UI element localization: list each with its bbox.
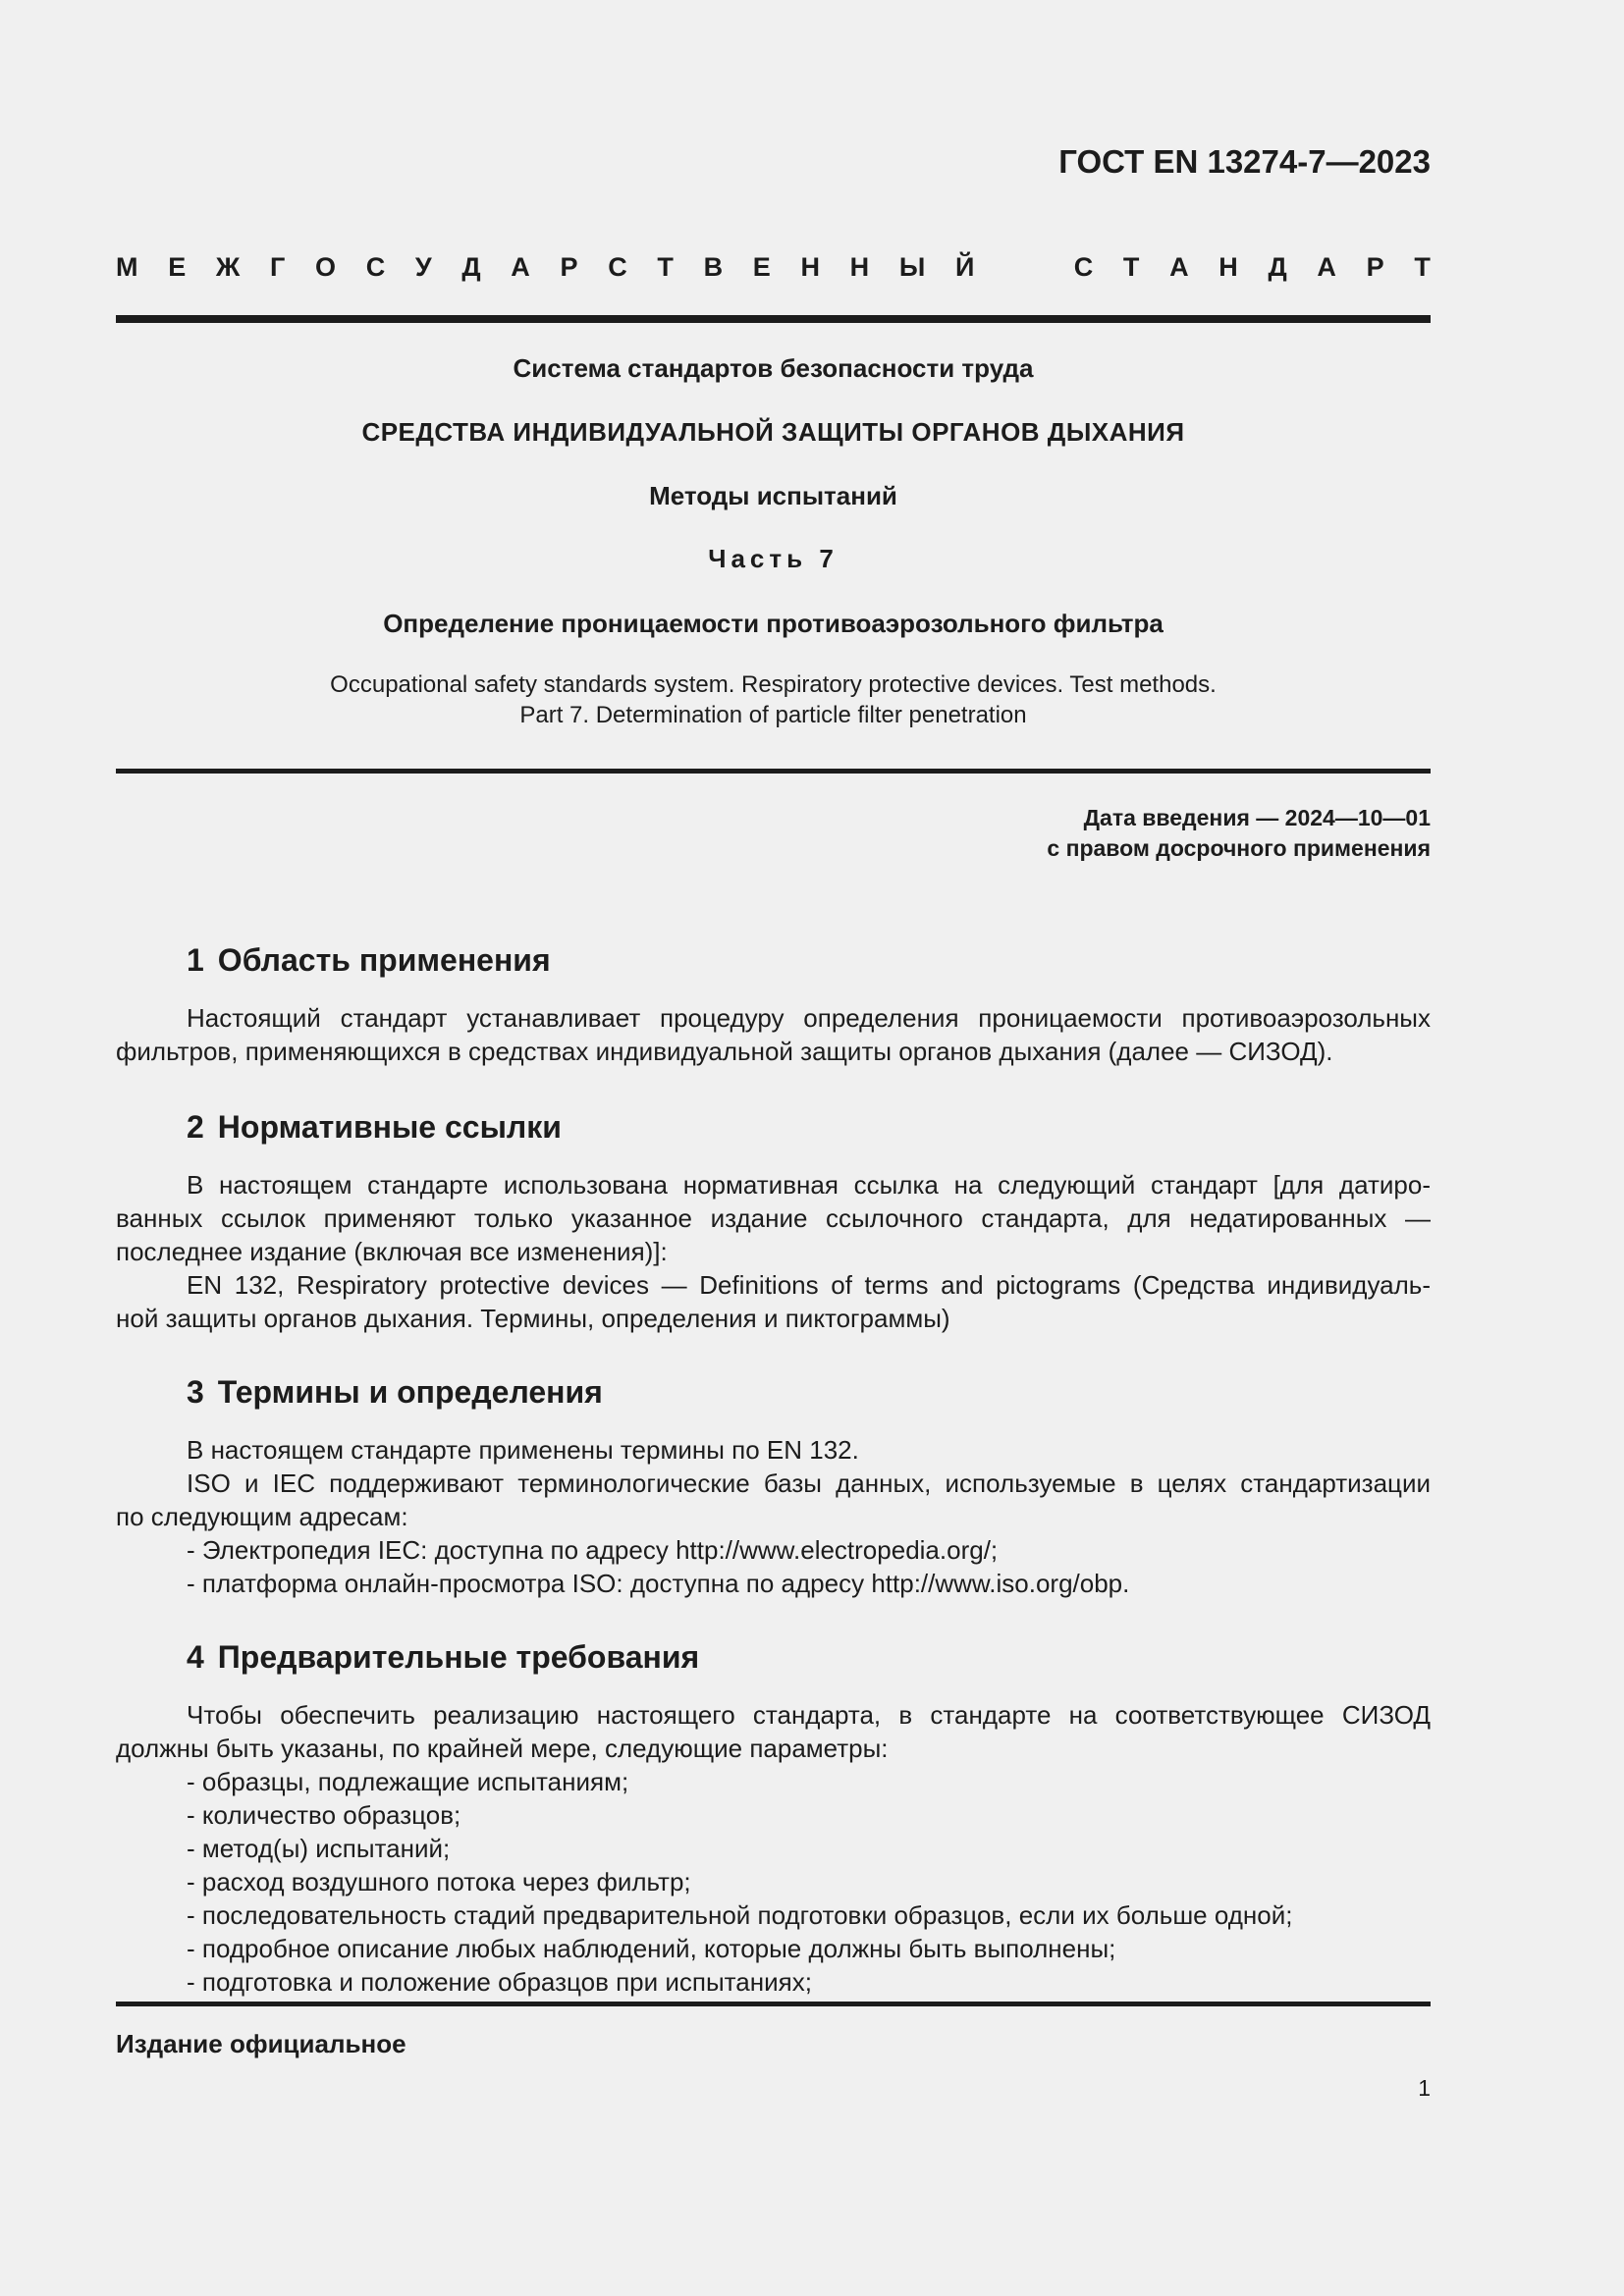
banner-letter: Т [1122, 252, 1140, 282]
section-number: 1 [187, 942, 204, 978]
banner-letter: Р [560, 252, 578, 282]
subject-title: Определение проницаемости противоаэрозольного фильтра [383, 609, 1164, 638]
section-title: Нормативные ссылки [217, 1109, 562, 1145]
list-item: - подготовка и положение образцов при испытаниях; [187, 1967, 812, 1997]
banner-letter: Г [269, 252, 286, 282]
english-title-line-1: Occupational safety standards system. Respiratory protective devices. Test methods. [330, 671, 1217, 698]
banner-letter: Н [1218, 252, 1238, 282]
paragraph-line: В настоящем стандарте применены термины по EN 132. [187, 1435, 859, 1465]
standards-system-title: Система стандартов безопасности труда [513, 353, 1034, 383]
paragraph-line: ной защиты органов дыхания. Термины, определения и пиктограммы) [116, 1304, 950, 1333]
section-number: 4 [187, 1639, 204, 1675]
english-title-line-2: Part 7. Determination of particle filter penetration [519, 702, 1027, 728]
list-item: - количество образцов; [187, 1800, 461, 1830]
banner-letter: В [703, 252, 724, 282]
paragraph-line [116, 1698, 1431, 1732]
gost-code: ГОСТ EN 13274-7—2023 [1058, 143, 1431, 180]
list-item: - подробное описание любых наблюдений, которые должны быть выполнены; [187, 1934, 1116, 1963]
text-span: Чтобы обеспечить реализацию настоящего стандарта, в стандарте на соответствующее СИЗОД [187, 1700, 1431, 1730]
banner-letter: О [314, 252, 336, 282]
banner-letter: Н [849, 252, 870, 282]
banner-word-gap [1004, 251, 1044, 283]
paragraph-line [116, 1168, 1431, 1201]
banner-letter: Т [657, 252, 674, 282]
text-span: EN 132, Respiratory protective devices — Definitions of terms and pictograms (Средства индивидуаль- [187, 1270, 1431, 1300]
section-title: Область применения [217, 942, 551, 978]
banner-letter: Т [1414, 252, 1431, 282]
banner-letter: Е [752, 252, 771, 282]
list-item: - образцы, подлежащие испытаниям; [187, 1767, 629, 1796]
official-edition-label: Издание официальное [116, 2029, 406, 2058]
section-number: 3 [187, 1374, 204, 1410]
text-span: В настоящем стандарте использована нормативная ссылка на следующий стандарт [для датиро- [187, 1170, 1431, 1200]
banner-letter: Ж [215, 252, 241, 282]
list-item: - платформа онлайн-просмотра ISO: доступна по адресу http://www.iso.org/obp. [187, 1569, 1130, 1598]
paragraph-line: должны быть указаны, по крайней мере, следующие параметры: [116, 1734, 889, 1763]
banner-letter: А [1317, 252, 1336, 282]
list-item: - Электропедия IEC: доступна по адресу http://www.electropedia.org/; [187, 1535, 999, 1565]
banner-letter: Р [1366, 252, 1384, 282]
paragraph-line: по следующим адресам: [116, 1502, 408, 1531]
section-2-heading [187, 1109, 562, 1146]
early-application-note: с правом досрочного применения [1047, 835, 1431, 861]
list-item: - метод(ы) испытаний; [187, 1834, 451, 1863]
banner-letter: С [608, 252, 627, 282]
text-span: ISO и IEC поддерживают терминологические базы данных, используемые в целях стандартизации [187, 1468, 1431, 1498]
paragraph-line: ванных ссылок применяют только указанное издание ссылочного стандарта, для недатированных — [116, 1203, 1431, 1233]
footer-rule [116, 2002, 1431, 2006]
main-title: СРЕДСТВА ИНДИВИДУАЛЬНОЙ ЗАЩИТЫ ОРГАНОВ ДЫХАНИЯ [361, 417, 1185, 447]
section-title: Предварительные требования [217, 1639, 700, 1675]
banner-letter: Е [168, 252, 187, 282]
section-title: Термины и определения [217, 1374, 603, 1410]
banner-letter: У [414, 252, 432, 282]
document-page [116, 0, 1431, 2296]
section-4-heading [187, 1639, 699, 1676]
paragraph-line: фильтров, применяющихся в средствах индивидуальной защиты органов дыхания (далее — СИЗОД). [116, 1037, 1333, 1066]
text-span: Настоящий стандарт устанавливает процедуру определения проницаемости противоаэрозольных [187, 1003, 1431, 1033]
list-item: - расход воздушного потока через фильтр; [187, 1867, 691, 1896]
introduction-date-block [1047, 803, 1431, 864]
banner-letter: Н [800, 252, 820, 282]
page-number: 1 [1418, 2075, 1431, 2101]
paragraph-line [116, 1268, 1431, 1302]
banner-letter: С [365, 252, 386, 282]
banner-letter: М [116, 252, 138, 282]
list-item: - последовательность стадий предварительной подготовки образцов, если их больше одной; [187, 1900, 1293, 1930]
paragraph-line [116, 1467, 1431, 1500]
banner-letter: Й [954, 252, 975, 282]
paragraph-line: последнее издание (включая все изменения)]: [116, 1237, 668, 1266]
section-number: 2 [187, 1109, 204, 1145]
banner-letter: А [511, 252, 530, 282]
banner-letter: Д [1268, 252, 1287, 282]
part-title: Часть 7 [708, 544, 839, 573]
banner-letter: А [1169, 252, 1189, 282]
top-rule [116, 315, 1431, 323]
banner-letter: С [1073, 252, 1094, 282]
paragraph-line [116, 1001, 1431, 1035]
banner-letter: Д [461, 252, 481, 282]
methods-title: Методы испытаний [649, 481, 897, 510]
section-3-heading [187, 1374, 603, 1411]
section-1-heading [187, 942, 551, 979]
introduction-date: Дата введения — 2024—10—01 [1083, 805, 1431, 830]
title-bottom-rule [116, 769, 1431, 774]
banner-letter: Ы [898, 252, 926, 282]
interstate-standard-banner [116, 251, 1431, 283]
